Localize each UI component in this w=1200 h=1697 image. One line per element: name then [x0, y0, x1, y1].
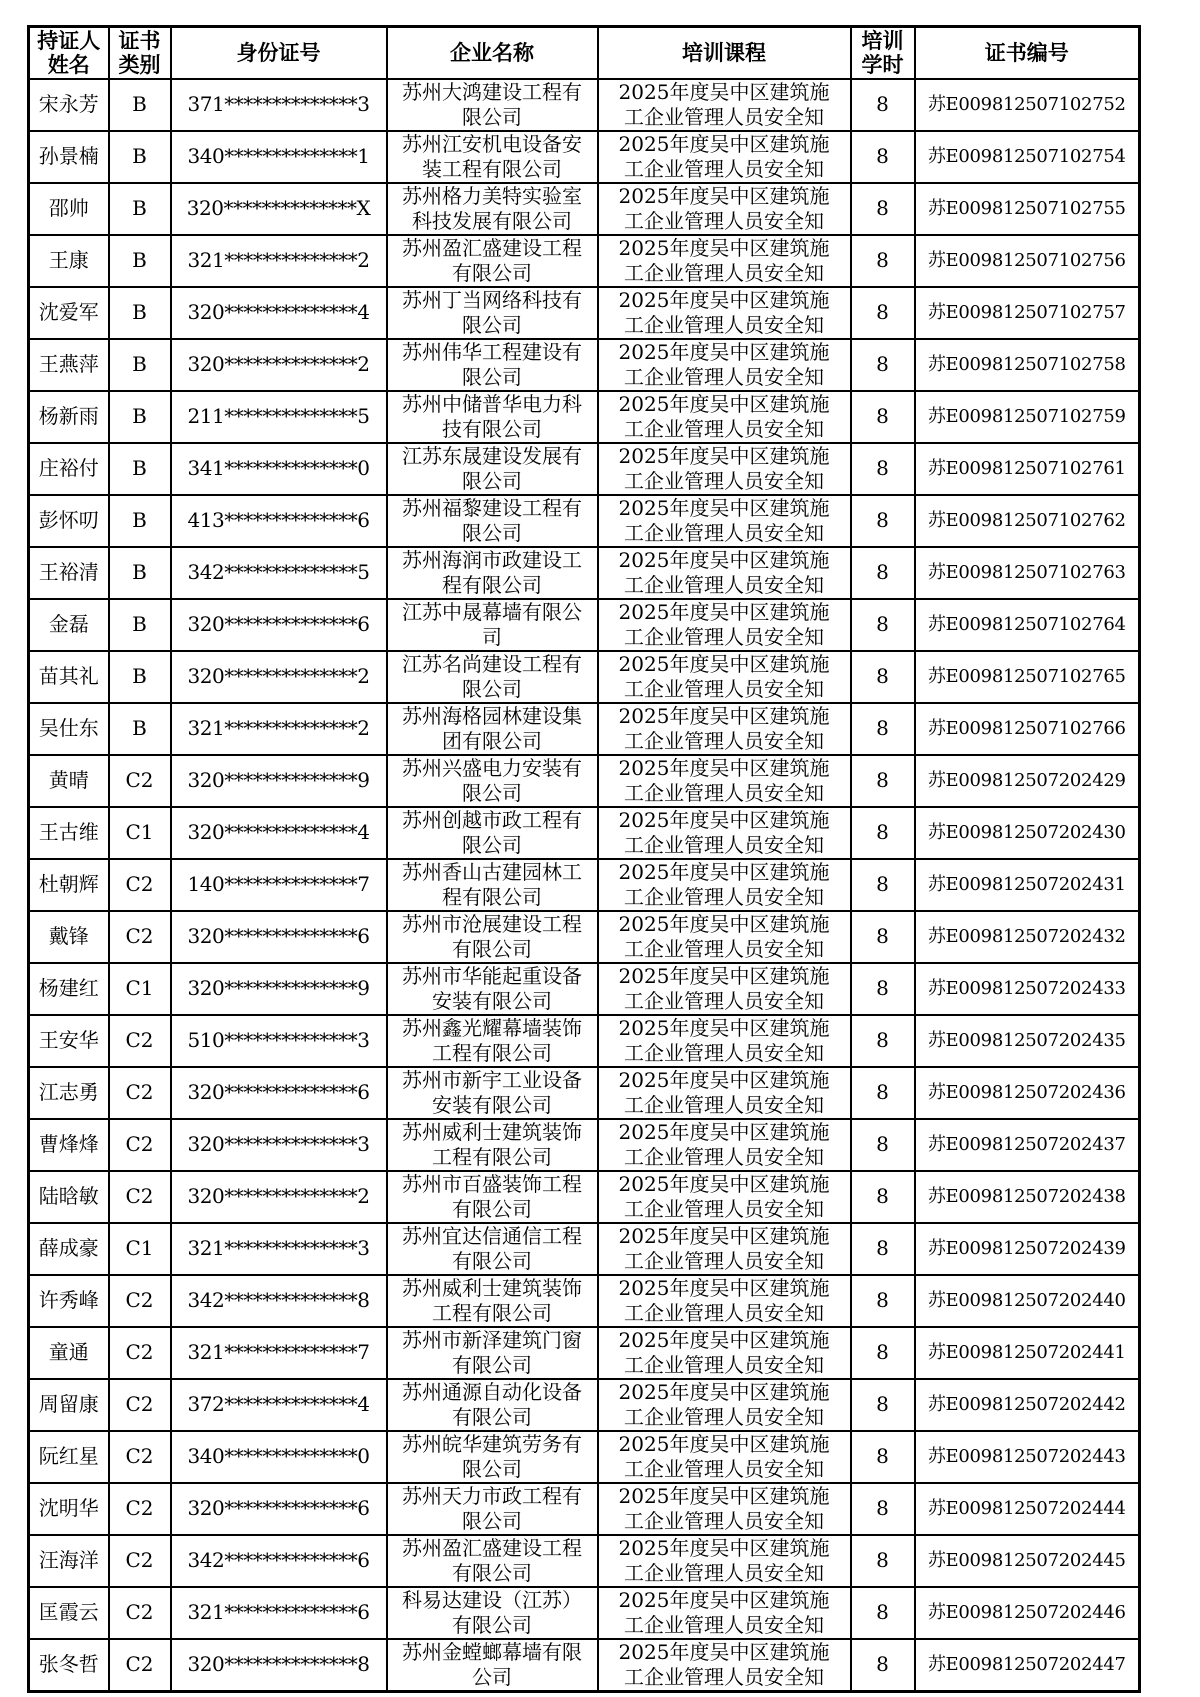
cert-number-cell: 苏E009812507102764 [915, 599, 1140, 651]
cert-type-cell: B [109, 547, 171, 599]
table-row [29, 391, 1140, 443]
hours-cell: 8 [851, 235, 915, 287]
id-number-cell: 321**************2 [171, 235, 387, 287]
course-cell: 2025年度吴中区建筑施工企业管理人员安全知 [598, 131, 851, 183]
cert-number-cell: 苏E009812507102761 [915, 443, 1140, 495]
cert-number-cell: 苏E009812507102757 [915, 287, 1140, 339]
cert-number-cell: 苏E009812507202438 [915, 1171, 1140, 1223]
table-row [29, 807, 1140, 859]
table-row [29, 963, 1140, 1015]
cert-type-cell: C1 [109, 963, 171, 1015]
cert-number-cell: 苏E009812507102765 [915, 651, 1140, 703]
company-name-cell: 苏州海格园林建设集团有限公司 [387, 703, 598, 755]
table-row [29, 131, 1140, 183]
id-number-cell: 321**************6 [171, 1587, 387, 1639]
header-cell-hours: 培训学时 [851, 27, 915, 79]
id-number-cell: 211**************5 [171, 391, 387, 443]
course-cell: 2025年度吴中区建筑施工企业管理人员安全知 [598, 1015, 851, 1067]
holder-name-cell: 吴仕东 [29, 703, 109, 755]
course-cell: 2025年度吴中区建筑施工企业管理人员安全知 [598, 443, 851, 495]
table-row [29, 1223, 1140, 1275]
table-row [29, 1483, 1140, 1535]
id-number-cell: 320**************X [171, 183, 387, 235]
id-number-cell: 320**************3 [171, 1119, 387, 1171]
course-cell: 2025年度吴中区建筑施工企业管理人员安全知 [598, 79, 851, 131]
cert-number-cell: 苏E009812507202439 [915, 1223, 1140, 1275]
holder-name-cell: 杜朝辉 [29, 859, 109, 911]
table-row [29, 1535, 1140, 1587]
hours-cell: 8 [851, 651, 915, 703]
course-cell: 2025年度吴中区建筑施工企业管理人员安全知 [598, 235, 851, 287]
cert-type-cell: C2 [109, 1119, 171, 1171]
holder-name-cell: 沈爱军 [29, 287, 109, 339]
holder-name-cell: 阮红星 [29, 1431, 109, 1483]
holder-name-cell: 邵帅 [29, 183, 109, 235]
cert-type-cell: C2 [109, 1171, 171, 1223]
header-cell-holder-name: 持证人姓名 [29, 27, 109, 79]
hours-cell: 8 [851, 183, 915, 235]
cert-type-cell: C1 [109, 1223, 171, 1275]
table-row [29, 1431, 1140, 1483]
table-header-row [29, 27, 1140, 79]
cert-number-cell: 苏E009812507102752 [915, 79, 1140, 131]
cert-number-cell: 苏E009812507202441 [915, 1327, 1140, 1379]
cert-number-cell: 苏E009812507202436 [915, 1067, 1140, 1119]
company-name-cell: 苏州香山古建园林工程有限公司 [387, 859, 598, 911]
certificate-list-document [27, 25, 1141, 1693]
company-name-cell: 苏州市华能起重设备安装有限公司 [387, 963, 598, 1015]
cert-number-cell: 苏E009812507202444 [915, 1483, 1140, 1535]
header-cell-cert-number: 证书编号 [915, 27, 1140, 79]
hours-cell: 8 [851, 1223, 915, 1275]
cert-type-cell: C1 [109, 807, 171, 859]
cert-number-cell: 苏E009812507102756 [915, 235, 1140, 287]
id-number-cell: 320**************6 [171, 911, 387, 963]
holder-name-cell: 周留康 [29, 1379, 109, 1431]
table-row [29, 1327, 1140, 1379]
cert-number-cell: 苏E009812507202447 [915, 1639, 1140, 1692]
cert-number-cell: 苏E009812507102763 [915, 547, 1140, 599]
cert-type-cell: B [109, 599, 171, 651]
table-row [29, 443, 1140, 495]
hours-cell: 8 [851, 391, 915, 443]
cert-number-cell: 苏E009812507202440 [915, 1275, 1140, 1327]
id-number-cell: 320**************2 [171, 339, 387, 391]
header-cell-id-number: 身份证号 [171, 27, 387, 79]
company-name-cell: 苏州大鸿建设工程有限公司 [387, 79, 598, 131]
company-name-cell: 苏州盈汇盛建设工程有限公司 [387, 1535, 598, 1587]
table-row [29, 599, 1140, 651]
course-cell: 2025年度吴中区建筑施工企业管理人员安全知 [598, 1119, 851, 1171]
hours-cell: 8 [851, 287, 915, 339]
company-name-cell: 苏州威利士建筑装饰工程有限公司 [387, 1275, 598, 1327]
company-name-cell: 苏州市新宇工业设备安装有限公司 [387, 1067, 598, 1119]
cert-type-cell: C2 [109, 1379, 171, 1431]
holder-name-cell: 王康 [29, 235, 109, 287]
holder-name-cell: 陆晗敏 [29, 1171, 109, 1223]
cert-type-cell: B [109, 287, 171, 339]
holder-name-cell: 王燕萍 [29, 339, 109, 391]
company-name-cell: 苏州天力市政工程有限公司 [387, 1483, 598, 1535]
company-name-cell: 苏州福黎建设工程有限公司 [387, 495, 598, 547]
company-name-cell: 苏州市新泽建筑门窗有限公司 [387, 1327, 598, 1379]
holder-name-cell: 杨建红 [29, 963, 109, 1015]
cert-type-cell: C2 [109, 1275, 171, 1327]
company-name-cell: 苏州创越市政工程有限公司 [387, 807, 598, 859]
course-cell: 2025年度吴中区建筑施工企业管理人员安全知 [598, 495, 851, 547]
hours-cell: 8 [851, 131, 915, 183]
table-row [29, 1639, 1140, 1692]
hours-cell: 8 [851, 495, 915, 547]
table-body [29, 79, 1140, 1692]
id-number-cell: 342**************6 [171, 1535, 387, 1587]
table-row [29, 79, 1140, 131]
cert-number-cell: 苏E009812507202442 [915, 1379, 1140, 1431]
holder-name-cell: 王安华 [29, 1015, 109, 1067]
id-number-cell: 320**************4 [171, 287, 387, 339]
holder-name-cell: 杨新雨 [29, 391, 109, 443]
company-name-cell: 苏州江安机电设备安装工程有限公司 [387, 131, 598, 183]
id-number-cell: 340**************1 [171, 131, 387, 183]
hours-cell: 8 [851, 1275, 915, 1327]
id-number-cell: 342**************8 [171, 1275, 387, 1327]
cert-number-cell: 苏E009812507102766 [915, 703, 1140, 755]
cert-number-cell: 苏E009812507202446 [915, 1587, 1140, 1639]
course-cell: 2025年度吴中区建筑施工企业管理人员安全知 [598, 1327, 851, 1379]
id-number-cell: 341**************0 [171, 443, 387, 495]
hours-cell: 8 [851, 807, 915, 859]
company-name-cell: 苏州盈汇盛建设工程有限公司 [387, 235, 598, 287]
hours-cell: 8 [851, 1119, 915, 1171]
holder-name-cell: 许秀峰 [29, 1275, 109, 1327]
holder-name-cell: 汪海洋 [29, 1535, 109, 1587]
hours-cell: 8 [851, 1379, 915, 1431]
id-number-cell: 340**************0 [171, 1431, 387, 1483]
cert-type-cell: B [109, 495, 171, 547]
course-cell: 2025年度吴中区建筑施工企业管理人员安全知 [598, 703, 851, 755]
holder-name-cell: 庄裕付 [29, 443, 109, 495]
company-name-cell: 苏州中储普华电力科技有限公司 [387, 391, 598, 443]
holder-name-cell: 戴锋 [29, 911, 109, 963]
course-cell: 2025年度吴中区建筑施工企业管理人员安全知 [598, 911, 851, 963]
company-name-cell: 苏州皖华建筑劳务有限公司 [387, 1431, 598, 1483]
course-cell: 2025年度吴中区建筑施工企业管理人员安全知 [598, 651, 851, 703]
id-number-cell: 320**************9 [171, 963, 387, 1015]
cert-number-cell: 苏E009812507102758 [915, 339, 1140, 391]
course-cell: 2025年度吴中区建筑施工企业管理人员安全知 [598, 1535, 851, 1587]
hours-cell: 8 [851, 963, 915, 1015]
course-cell: 2025年度吴中区建筑施工企业管理人员安全知 [598, 1067, 851, 1119]
course-cell: 2025年度吴中区建筑施工企业管理人员安全知 [598, 1171, 851, 1223]
hours-cell: 8 [851, 755, 915, 807]
cert-number-cell: 苏E009812507102754 [915, 131, 1140, 183]
cert-number-cell: 苏E009812507102759 [915, 391, 1140, 443]
table-row [29, 495, 1140, 547]
table-row [29, 1587, 1140, 1639]
holder-name-cell: 沈明华 [29, 1483, 109, 1535]
cert-number-cell: 苏E009812507202437 [915, 1119, 1140, 1171]
course-cell: 2025年度吴中区建筑施工企业管理人员安全知 [598, 1639, 851, 1692]
id-number-cell: 321**************7 [171, 1327, 387, 1379]
cert-type-cell: B [109, 339, 171, 391]
id-number-cell: 320**************6 [171, 1067, 387, 1119]
company-name-cell: 苏州格力美特实验室科技发展有限公司 [387, 183, 598, 235]
id-number-cell: 371**************3 [171, 79, 387, 131]
hours-cell: 8 [851, 339, 915, 391]
hours-cell: 8 [851, 1535, 915, 1587]
id-number-cell: 320**************4 [171, 807, 387, 859]
cert-type-cell: B [109, 703, 171, 755]
cert-number-cell: 苏E009812507202430 [915, 807, 1140, 859]
company-name-cell: 苏州丁当网络科技有限公司 [387, 287, 598, 339]
id-number-cell: 342**************5 [171, 547, 387, 599]
hours-cell: 8 [851, 1431, 915, 1483]
id-number-cell: 320**************2 [171, 651, 387, 703]
holder-name-cell: 宋永芳 [29, 79, 109, 131]
holder-name-cell: 王古维 [29, 807, 109, 859]
id-number-cell: 320**************9 [171, 755, 387, 807]
course-cell: 2025年度吴中区建筑施工企业管理人员安全知 [598, 1587, 851, 1639]
holder-name-cell: 彭怀叨 [29, 495, 109, 547]
course-cell: 2025年度吴中区建筑施工企业管理人员安全知 [598, 859, 851, 911]
hours-cell: 8 [851, 1483, 915, 1535]
hours-cell: 8 [851, 1327, 915, 1379]
cert-type-cell: B [109, 443, 171, 495]
table-row [29, 1067, 1140, 1119]
id-number-cell: 320**************6 [171, 599, 387, 651]
cert-number-cell: 苏E009812507202432 [915, 911, 1140, 963]
cert-type-cell: C2 [109, 1587, 171, 1639]
cert-type-cell: C2 [109, 755, 171, 807]
cert-type-cell: C2 [109, 859, 171, 911]
table-row [29, 287, 1140, 339]
table-row [29, 547, 1140, 599]
id-number-cell: 413**************6 [171, 495, 387, 547]
cert-type-cell: B [109, 79, 171, 131]
course-cell: 2025年度吴中区建筑施工企业管理人员安全知 [598, 183, 851, 235]
cert-number-cell: 苏E009812507202445 [915, 1535, 1140, 1587]
course-cell: 2025年度吴中区建筑施工企业管理人员安全知 [598, 755, 851, 807]
holder-name-cell: 张冬哲 [29, 1639, 109, 1692]
course-cell: 2025年度吴中区建筑施工企业管理人员安全知 [598, 807, 851, 859]
company-name-cell: 江苏中晟幕墙有限公司 [387, 599, 598, 651]
holder-name-cell: 江志勇 [29, 1067, 109, 1119]
table-row [29, 1275, 1140, 1327]
id-number-cell: 320**************8 [171, 1639, 387, 1692]
certificate-table [27, 25, 1141, 1693]
hours-cell: 8 [851, 1639, 915, 1692]
hours-cell: 8 [851, 443, 915, 495]
cert-type-cell: C2 [109, 1015, 171, 1067]
cert-number-cell: 苏E009812507202435 [915, 1015, 1140, 1067]
table-row [29, 339, 1140, 391]
hours-cell: 8 [851, 599, 915, 651]
company-name-cell: 苏州伟华工程建设有限公司 [387, 339, 598, 391]
header-cell-company: 企业名称 [387, 27, 598, 79]
id-number-cell: 510**************3 [171, 1015, 387, 1067]
holder-name-cell: 黄晴 [29, 755, 109, 807]
company-name-cell: 苏州金螳螂幕墙有限公司 [387, 1639, 598, 1692]
cert-number-cell: 苏E009812507102762 [915, 495, 1140, 547]
id-number-cell: 320**************6 [171, 1483, 387, 1535]
header-cell-course: 培训课程 [598, 27, 851, 79]
holder-name-cell: 薛成豪 [29, 1223, 109, 1275]
holder-name-cell: 苗其礼 [29, 651, 109, 703]
course-cell: 2025年度吴中区建筑施工企业管理人员安全知 [598, 599, 851, 651]
hours-cell: 8 [851, 1587, 915, 1639]
id-number-cell: 372**************4 [171, 1379, 387, 1431]
cert-number-cell: 苏E009812507202433 [915, 963, 1140, 1015]
hours-cell: 8 [851, 1015, 915, 1067]
holder-name-cell: 匡霞云 [29, 1587, 109, 1639]
cert-type-cell: C2 [109, 1483, 171, 1535]
cert-type-cell: C2 [109, 1639, 171, 1692]
cert-type-cell: C2 [109, 1431, 171, 1483]
course-cell: 2025年度吴中区建筑施工企业管理人员安全知 [598, 1275, 851, 1327]
cert-number-cell: 苏E009812507202443 [915, 1431, 1140, 1483]
course-cell: 2025年度吴中区建筑施工企业管理人员安全知 [598, 287, 851, 339]
id-number-cell: 320**************2 [171, 1171, 387, 1223]
company-name-cell: 苏州鑫光耀幕墙装饰工程有限公司 [387, 1015, 598, 1067]
cert-number-cell: 苏E009812507202429 [915, 755, 1140, 807]
company-name-cell: 苏州宜达信通信工程有限公司 [387, 1223, 598, 1275]
company-name-cell: 苏州海润市政建设工程有限公司 [387, 547, 598, 599]
cert-type-cell: B [109, 235, 171, 287]
company-name-cell: 江苏名尚建设工程有限公司 [387, 651, 598, 703]
company-name-cell: 苏州市沧展建设工程有限公司 [387, 911, 598, 963]
course-cell: 2025年度吴中区建筑施工企业管理人员安全知 [598, 1223, 851, 1275]
course-cell: 2025年度吴中区建筑施工企业管理人员安全知 [598, 391, 851, 443]
cert-type-cell: C2 [109, 1067, 171, 1119]
company-name-cell: 苏州市百盛装饰工程有限公司 [387, 1171, 598, 1223]
company-name-cell: 科易达建设（江苏）有限公司 [387, 1587, 598, 1639]
hours-cell: 8 [851, 79, 915, 131]
cert-type-cell: C2 [109, 1327, 171, 1379]
course-cell: 2025年度吴中区建筑施工企业管理人员安全知 [598, 1483, 851, 1535]
cert-type-cell: B [109, 391, 171, 443]
hours-cell: 8 [851, 859, 915, 911]
hours-cell: 8 [851, 1067, 915, 1119]
cert-number-cell: 苏E009812507202431 [915, 859, 1140, 911]
id-number-cell: 140**************7 [171, 859, 387, 911]
hours-cell: 8 [851, 547, 915, 599]
course-cell: 2025年度吴中区建筑施工企业管理人员安全知 [598, 547, 851, 599]
holder-name-cell: 曹烽烽 [29, 1119, 109, 1171]
cert-type-cell: B [109, 183, 171, 235]
header-cell-cert-type: 证书类别 [109, 27, 171, 79]
holder-name-cell: 王裕清 [29, 547, 109, 599]
holder-name-cell: 孙景楠 [29, 131, 109, 183]
table-row [29, 859, 1140, 911]
company-name-cell: 苏州威利士建筑装饰工程有限公司 [387, 1119, 598, 1171]
table-row [29, 235, 1140, 287]
hours-cell: 8 [851, 703, 915, 755]
cert-type-cell: B [109, 651, 171, 703]
cert-type-cell: C2 [109, 911, 171, 963]
holder-name-cell: 金磊 [29, 599, 109, 651]
cert-type-cell: B [109, 131, 171, 183]
hours-cell: 8 [851, 911, 915, 963]
table-row [29, 651, 1140, 703]
company-name-cell: 苏州通源自动化设备有限公司 [387, 1379, 598, 1431]
id-number-cell: 321**************3 [171, 1223, 387, 1275]
table-row [29, 755, 1140, 807]
holder-name-cell: 童通 [29, 1327, 109, 1379]
table-row [29, 911, 1140, 963]
company-name-cell: 江苏东晟建设发展有限公司 [387, 443, 598, 495]
table-row [29, 1171, 1140, 1223]
course-cell: 2025年度吴中区建筑施工企业管理人员安全知 [598, 1431, 851, 1483]
table-row [29, 1379, 1140, 1431]
cert-type-cell: C2 [109, 1535, 171, 1587]
course-cell: 2025年度吴中区建筑施工企业管理人员安全知 [598, 963, 851, 1015]
cert-number-cell: 苏E009812507102755 [915, 183, 1140, 235]
table-row [29, 703, 1140, 755]
table-row [29, 1015, 1140, 1067]
hours-cell: 8 [851, 1171, 915, 1223]
course-cell: 2025年度吴中区建筑施工企业管理人员安全知 [598, 339, 851, 391]
table-row [29, 183, 1140, 235]
course-cell: 2025年度吴中区建筑施工企业管理人员安全知 [598, 1379, 851, 1431]
id-number-cell: 321**************2 [171, 703, 387, 755]
company-name-cell: 苏州兴盛电力安装有限公司 [387, 755, 598, 807]
table-row [29, 1119, 1140, 1171]
